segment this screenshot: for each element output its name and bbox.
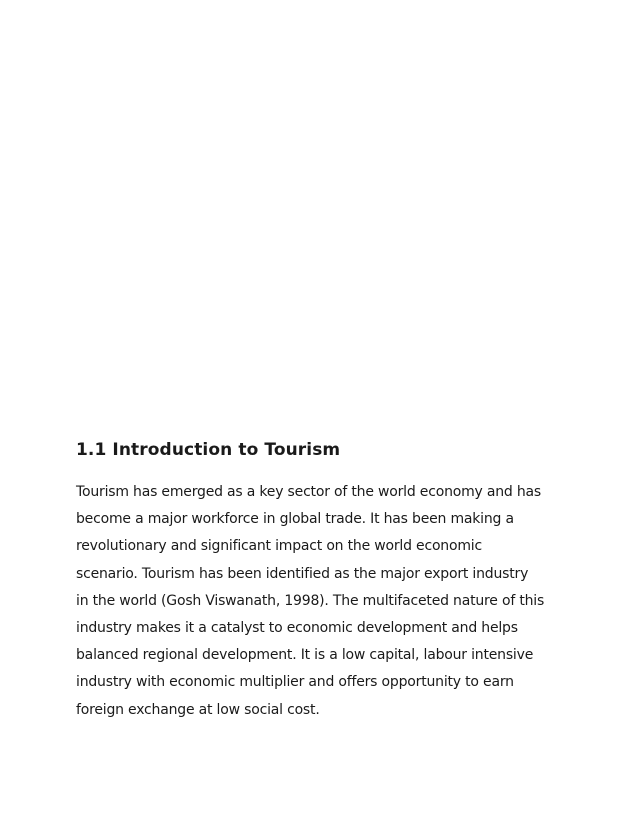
section-heading: 1.1 Introduction to Tourism [76,440,341,460]
section-introduction [76,438,576,724]
paragraph-line: revolutionary and significant impact on the world economic [76,538,482,555]
paragraph-line: become a major workforce in global trade. It has been making a [76,511,514,528]
paragraph-line: Tourism has emerged as a key sector of the world economy and has [76,484,542,500]
paragraph-line: industry makes it a catalyst to economic development and helps [76,620,518,637]
paragraph-line: industry with economic multiplier and offers opportunity to earn [76,674,514,691]
body-paragraph [76,479,576,724]
paragraph-line: foreign exchange at low social cost. [76,701,320,718]
paragraph-line: scenario. Tourism has been identified as the major export industry [76,565,529,582]
paragraph-line: in the world (Gosh Viswanath, 1998). The multifaceted nature of this [76,592,545,609]
paragraph-line: balanced regional development. It is a low capital, labour intensive [76,647,534,664]
